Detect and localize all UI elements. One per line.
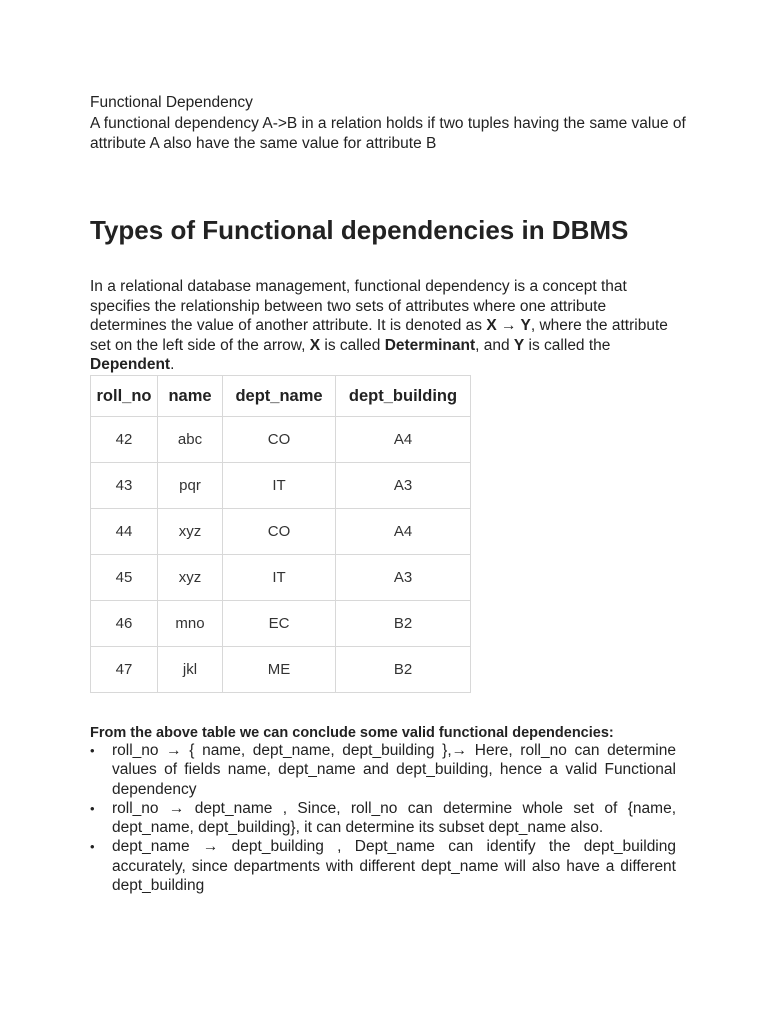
- cell-dept-name: IT: [223, 463, 336, 509]
- cell-name: abc: [158, 417, 223, 463]
- cell-dept-building: A3: [336, 555, 471, 601]
- bullet-icon: •: [90, 743, 95, 758]
- cell-dept-name: IT: [223, 555, 336, 601]
- cell-dept-building: B2: [336, 601, 471, 647]
- table-header-row: [91, 376, 471, 417]
- header-roll-no: roll_no: [91, 376, 158, 417]
- list-item-text: roll_no → { name, dept_name, dept_building },→ Here, roll_no can determine values of fields name, dept_name and dept_building, hence a valid Functional dependency: [112, 742, 676, 798]
- list-item-text: roll_no → dept_name , Since, roll_no can determine whole set of {name, dept_name, dept_building}, it can determine its subset dept_name also.: [112, 799, 676, 837]
- para-notation: X → Y: [486, 317, 531, 334]
- table-row: [91, 417, 471, 463]
- table-row: [91, 463, 471, 509]
- cell-dept-name: CO: [223, 509, 336, 555]
- list-item-text: dept_name → dept_building , Dept_name can identify the dept_building accurately, since departments with different dept_name will also have a different dept_building: [112, 838, 676, 895]
- table-row: [91, 647, 471, 693]
- header-name: name: [158, 376, 223, 417]
- list-item: [90, 837, 676, 895]
- para-x: X: [309, 336, 321, 354]
- cell-dept-name: CO: [223, 417, 336, 463]
- header-dept-building: dept_building: [336, 376, 471, 417]
- cell-name: pqr: [158, 463, 223, 509]
- cell-roll-no: 46: [91, 601, 158, 647]
- para-text-6: .: [170, 356, 175, 373]
- cell-roll-no: 44: [91, 509, 158, 555]
- para-text-1: In a relational database management, functional dependency is a concept that specifies the relationship between two sets of attributes where one attribute determines the value of another attribute. It is denoted as: [90, 278, 627, 334]
- cell-dept-building: A3: [336, 463, 471, 509]
- main-heading: Types of Functional dependencies in DBMS: [90, 215, 629, 245]
- definition-paragraph: [90, 277, 680, 375]
- cell-dept-building: B2: [336, 647, 471, 693]
- para-determinant: Determinant: [384, 336, 476, 354]
- cell-roll-no: 43: [91, 463, 158, 509]
- list-item: [90, 799, 676, 838]
- intro-text: A functional dependency A->B in a relation holds if two tuples having the same value of attribute A also have the same value for attribute B: [90, 115, 686, 152]
- cell-dept-building: A4: [336, 509, 471, 555]
- bullet-icon: •: [90, 839, 95, 855]
- student-table: [90, 375, 471, 693]
- table-row: [91, 601, 471, 647]
- cell-name: jkl: [158, 647, 223, 693]
- cell-roll-no: 45: [91, 555, 158, 601]
- cell-name: xyz: [158, 509, 223, 555]
- para-text-2: , where the attribute set on the left side of the arrow,: [90, 317, 668, 354]
- table-row: [91, 555, 471, 601]
- para-text-3: is called: [320, 336, 385, 354]
- cell-name: xyz: [158, 555, 223, 601]
- para-text-4: , and: [475, 336, 514, 354]
- table-row: [91, 509, 471, 555]
- cell-dept-building: A4: [336, 417, 471, 463]
- header-dept-name: dept_name: [223, 376, 336, 417]
- bullet-icon: •: [90, 800, 95, 816]
- cell-name: mno: [158, 601, 223, 647]
- conclusion-heading: From the above table we can conclude some valid functional dependencies:: [90, 725, 614, 741]
- cell-roll-no: 47: [91, 647, 158, 693]
- para-dependent: Dependent: [90, 356, 171, 373]
- cell-dept-name: EC: [223, 601, 336, 647]
- cell-roll-no: 42: [91, 417, 158, 463]
- para-text-5: is called the: [524, 336, 611, 354]
- intro-title: Functional Dependency: [90, 94, 253, 111]
- list-item: [90, 741, 676, 799]
- cell-dept-name: ME: [223, 647, 336, 693]
- dependency-list: [90, 741, 676, 895]
- para-y: Y: [513, 336, 525, 354]
